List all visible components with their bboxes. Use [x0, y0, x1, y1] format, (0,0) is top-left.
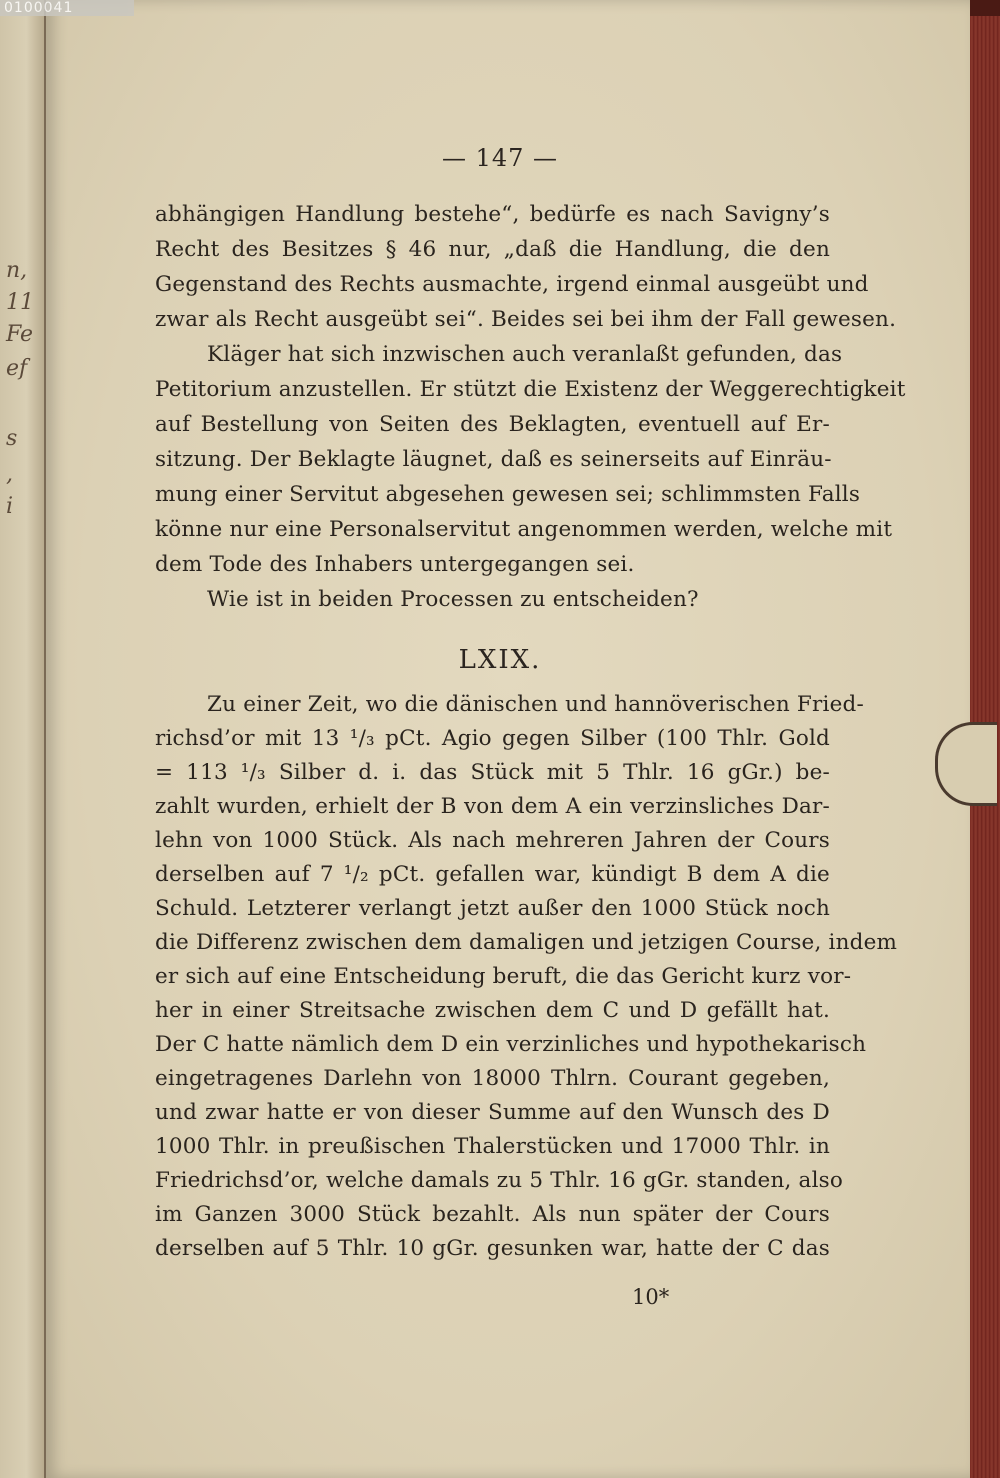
section-title: LXIX. [458, 645, 542, 675]
page-number: — 147 — [441, 144, 559, 172]
text-line: Zu einer Zeit, wo die dänischen und hannöverischen Fried- [207, 692, 864, 717]
text-line: Gegenstand des Rechts ausmachte, irgend einmal ausgeübt und [155, 272, 869, 297]
text-line: her in einer Streitsache zwischen dem C und D gefällt hat. [155, 998, 830, 1023]
margin-bleed-text: 11 [6, 290, 34, 315]
text-line: auf Bestellung von Seiten des Beklagten, eventuell auf Er- [155, 412, 830, 437]
text-line: abhängigen Handlung bestehe“, bedürfe es nach Savigny’s [155, 202, 830, 227]
text-line: Schuld. Letzterer verlangt jetzt außer den 1000 Stück noch [155, 896, 830, 921]
facing-page-edge [0, 0, 46, 1478]
text-line: Friedrichsd’or, welche damals zu 5 Thlr. 16 gGr. standen, also [155, 1168, 844, 1193]
text-line: derselben auf 7 ¹/₂ pCt. gefallen war, kündigt B dem A die [155, 862, 830, 887]
text-line: = 113 ¹/₃ Silber d. i. das Stück mit 5 Thlr. 16 gGr.) be- [155, 760, 830, 785]
text-line: mung einer Servitut abgesehen gewesen sei; schlimmsten Falls [155, 482, 861, 507]
text-line: lehn von 1000 Stück. Als nach mehreren Jahren der Cours [155, 828, 830, 853]
text-line: Petitorium anzustellen. Er stützt die Existenz der Weggerechtigkeit [155, 377, 906, 402]
text-line: könne nur eine Personalservitut angenommen werden, welche mit [155, 517, 893, 542]
margin-bleed-text: s [6, 426, 18, 451]
text-line: zahlt wurden, erhielt der B von dem A ein verzinsliches Dar- [155, 794, 830, 819]
margin-bleed-text: n, [6, 258, 28, 283]
text-line: dem Tode des Inhabers untergegangen sei. [155, 552, 635, 577]
text-line: Recht des Besitzes § 46 nur, „daß die Handlung, die den [155, 237, 830, 262]
text-line: zwar als Recht ausgeübt sei“. Beides sei bei ihm der Fall gewesen. [155, 307, 897, 332]
margin-bleed-text: ef [6, 356, 28, 381]
text-line: die Differenz zwischen dem damaligen und jetzigen Course, indem [155, 930, 898, 955]
text-line: im Ganzen 3000 Stück bezahlt. Als nun später der Cours [155, 1202, 830, 1227]
text-line: und zwar hatte er von dieser Summe auf den Wunsch des D [155, 1100, 830, 1125]
margin-bleed-text: Fe [6, 322, 34, 347]
text-line: Der C hatte nämlich dem D ein verzinliches und hypothekarisch [155, 1032, 867, 1057]
margin-bleed-text: i [6, 494, 14, 519]
page-clip [935, 722, 997, 806]
text-line: Kläger hat sich inzwischen auch veranlaßt gefunden, das [207, 342, 843, 367]
scan-corner-mark: 0100041 [0, 0, 134, 16]
text-line: Wie ist in beiden Processen zu entscheiden? [207, 587, 699, 612]
signature-mark: 10* [632, 1285, 670, 1309]
text-line: 1000 Thlr. in preußischen Thalerstücken und 17000 Thlr. in [155, 1134, 830, 1159]
margin-bleed-text: , [6, 462, 13, 487]
text-line: er sich auf eine Entscheidung beruft, die das Gericht kurz vor- [155, 964, 852, 989]
text-line: richsd’or mit 13 ¹/₃ pCt. Agio gegen Silber (100 Thlr. Gold [155, 726, 830, 751]
text-line: derselben auf 5 Thlr. 10 gGr. gesunken war, hatte der C das [155, 1236, 830, 1261]
text-line: sitzung. Der Beklagte läugnet, daß es seinerseits auf Einräu- [155, 447, 832, 472]
text-line: eingetragenes Darlehn von 18000 Thlrn. Courant gegeben, [155, 1066, 830, 1091]
